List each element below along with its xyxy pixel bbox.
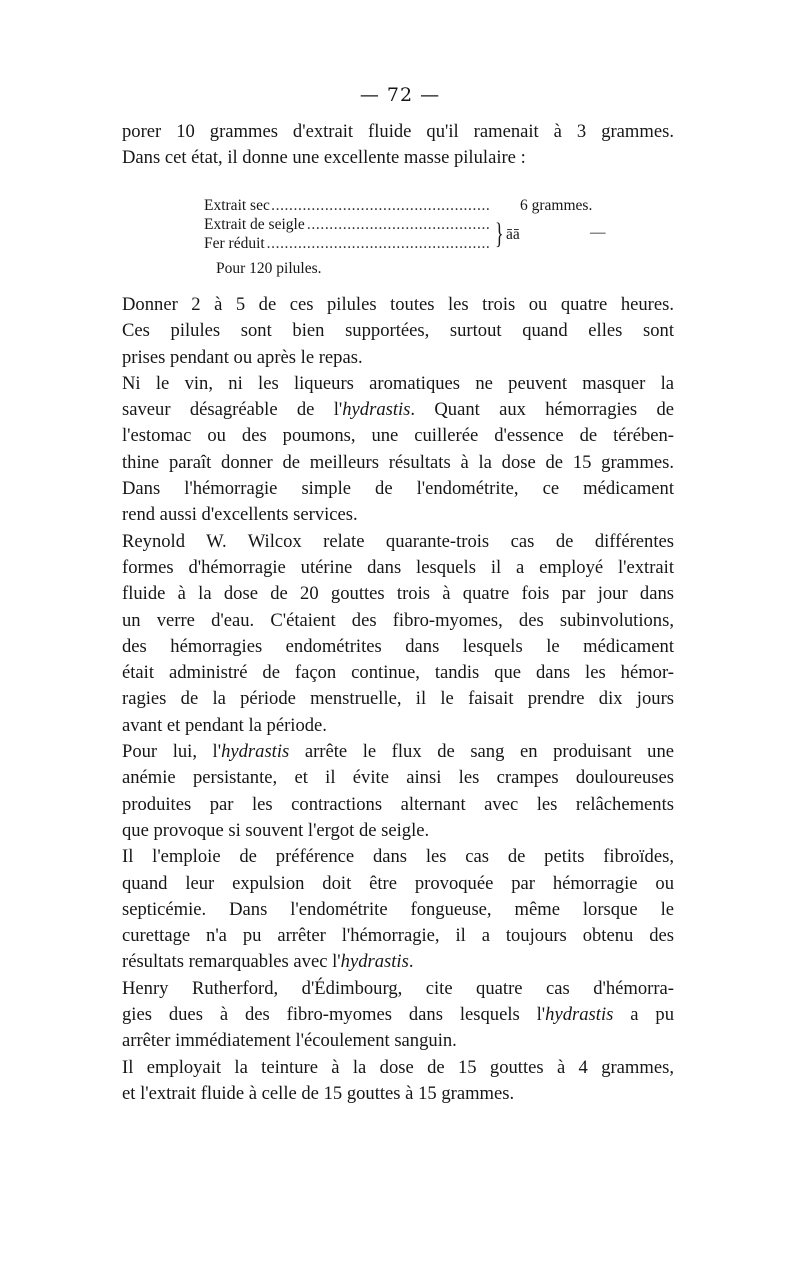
main-text — [122, 292, 674, 1107]
text-line: produites par les contractions alternant avec les relâchements — [122, 793, 674, 815]
text-line: curettage n'a pu arrêter l'hémorragie, il a toujours obtenu des — [122, 925, 674, 947]
recipe-formula — [204, 196, 664, 277]
text-line: arrêter immédiatement l'écoulement sanguin. — [122, 1030, 457, 1052]
ingredient-name: Extrait de seigle — [204, 216, 305, 233]
ingredient-quantity: 6 grammes. — [520, 197, 593, 214]
text-line: Il l'emploie de préférence dans les cas de petits fibroïdes, — [122, 846, 674, 868]
text-line: fluide à la dose de 20 gouttes trois à quatre fois par jour dans — [122, 583, 674, 605]
text-line: que provoque si souvent l'ergot de seigle. — [122, 819, 430, 841]
text-line: Ni le vin, ni les liqueurs aromatiques ne peuvent masquer la — [122, 372, 674, 394]
text-line: l'estomac ou des poumons, une cuillerée d'essence de térében- — [122, 425, 674, 447]
text-line: Pour lui, l'hydrastis arrête le flux de sang en produisant une — [122, 741, 674, 763]
text-line: des hémorragies endométrites dans lesquels le médicament — [122, 635, 674, 657]
recipe-total: Pour 120 pilules. — [216, 260, 322, 277]
ingredient-name: Extrait sec — [204, 197, 270, 214]
text-line: ragies de la période menstruelle, il le faisait prendre dix jours — [122, 688, 674, 710]
ingredient-name: Fer réduit — [204, 235, 265, 252]
text-line: Ces pilules sont bien supportées, surtout quand elles sont — [122, 320, 674, 342]
page-number: — 72 — — [359, 84, 441, 106]
text-line: thine paraît donner de meilleurs résultats à la dose de 15 grammes. — [122, 451, 674, 473]
text-line: saveur désagréable de l'hydrastis. Quant aux hémorragies de — [122, 399, 674, 421]
text-line: et l'extrait fluide à celle de 15 gouttes à 15 grammes. — [122, 1082, 515, 1104]
text-line: porer 10 grammes d'extrait fluide qu'il ramenait à 3 grammes. — [122, 121, 674, 142]
shared-quantity: āā — [506, 226, 520, 243]
text-line: Il employait la teinture à la dose de 15 gouttes à 4 grammes, — [122, 1056, 674, 1078]
text-line: formes d'hémorragie utérine dans lesquels il a employé l'extrait — [122, 556, 674, 578]
text-line: gies dues à des fibro-myomes dans lesquels l'hydrastis a pu — [122, 1004, 674, 1026]
text-line: rend aussi d'excellents services. — [122, 504, 358, 526]
text-line: résultats remarquables avec l'hydrastis. — [122, 951, 414, 973]
text-line: prises pendant ou après le repas. — [122, 346, 363, 368]
text-line: Dans cet état, il donne une excellente masse pilulaire : — [122, 147, 526, 169]
recipe-row — [204, 196, 664, 215]
text-line: quand leur expulsion doit être provoquée par hémorragie ou — [122, 872, 674, 894]
text-line: était administré de façon continue, tandis que dans les hémor- — [122, 662, 674, 684]
text-line: avant et pendant la période. — [122, 714, 327, 736]
text-line: Dans l'hémorragie simple de l'endométrite, ce médicament — [122, 478, 674, 500]
text-line: anémie persistante, et il évite ainsi les crampes douloureuses — [122, 767, 674, 789]
text-line: Reynold W. Wilcox relate quarante-trois cas de différentes — [122, 530, 674, 552]
brace-symbol: } — [495, 217, 504, 250]
ditto-mark: — — [590, 224, 606, 241]
text-line: Donner 2 à 5 de ces pilules toutes les trois ou quatre heures. — [122, 294, 674, 315]
text-line: un verre d'eau. C'étaient des fibro-myomes, des subinvolutions, — [122, 609, 674, 631]
intro-paragraph — [122, 119, 674, 172]
text-line: Henry Rutherford, d'Édimbourg, cite quatre cas d'hémorra- — [122, 977, 674, 999]
text-line: septicémie. Dans l'endométrite fongueuse, même lorsque le — [122, 898, 674, 920]
